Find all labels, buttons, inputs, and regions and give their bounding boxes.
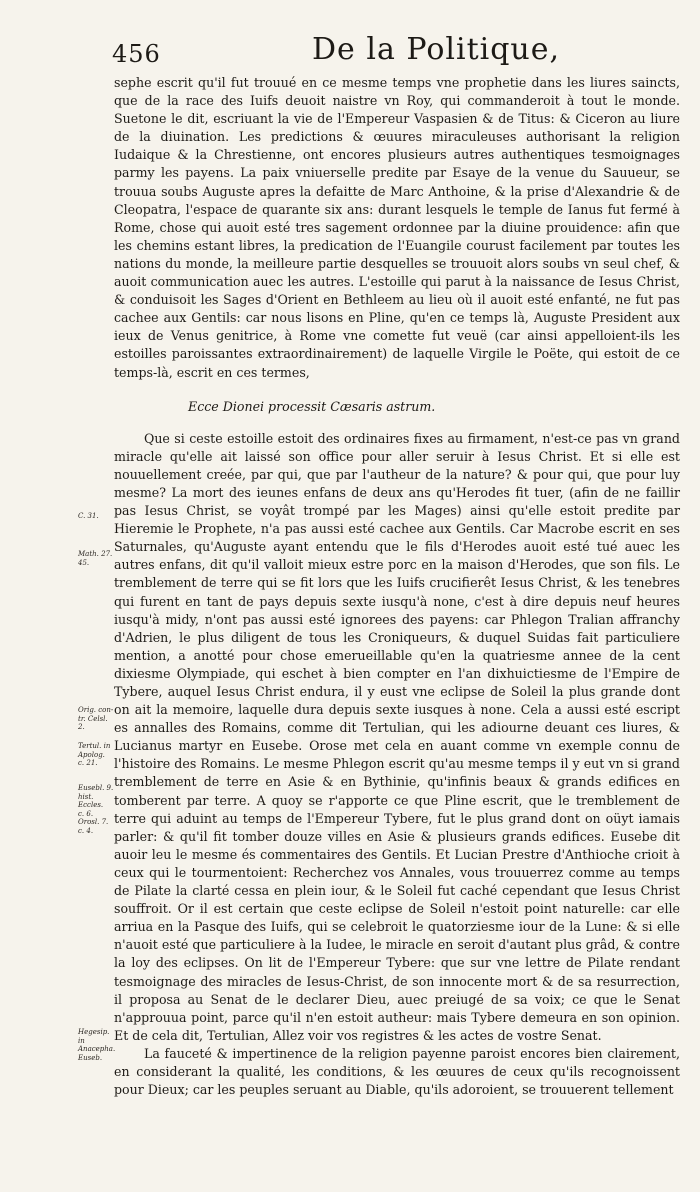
paragraph-2: Que si ceste estoille estoit des ordinaires fixes au firmament, n'est-ce pas vn grand miracle qu'elle ait laissé son office pour aller seruir à Iesus Christ. Et si elle est nouuellement creée, par qui, que par l'autheur de la nature? & pour qui, que pour luy mesme? La mort des ieunes enfans de deux ans qu'Herodes fit tuer, (afin de ne faillir pas Iesus Christ, se voyât trompé par les Mages) ainsi qu'elle estoit predite par Hieremie le Prophete, n'a pas aussi esté cachee aux Gentils. Car Macrobe escrit en ses Saturnales, qu'Auguste ayant entendu que le fils d'Herodes auoit esté tué auec les autres enfans, dit qu'il valloit mieux estre porc en la maison d'Herodes, que son fils. Le tremblement de terre qui se fit lors que les Iuifs crucifierêt Iesus Christ, & les tenebres qui furent en tant de pays depuis sexte iusqu'à none, c'est à dire depuis neuf heures iusqu'à midy, n'ont pas aussi esté ignorees des payens: car Phlegon Tralian affranchy d'Adrien, le plus diligent de tous les Croniqueurs, & duquel Suidas fait particuliere mention, a anotté pour chose emerueillable qu'en la quatriesme annee de la cent dixiesme Olympiade, qui eschet à bien compter en l'an dixhuictiesme de l'Empire de Tybere, auquel Iesus Christ endura, il y eust vne eclipse de Soleil la plus grande dont on ait la memoire, laquelle dura depuis sexte iusques à none. Cela a aussi esté escript es annalles des Romains, comme dit Tertulian, qui les adiourne deuant ces liures, & Lucianus martyr en Eusebe. Orose met cela en auant comme vn exemple connu de l'histoire des Romains. Le mesme Phlegon escrit qu'au mesme temps il y eut vn si grand tremblement de terre en Asie & en Bythinie, qu'infinis beaux & grands edifices en tomberent par terre. A quoy se r'apporte ce que Pline escrit, que le tremblement de terre qui aduint au temps de l'Empereur Tybere, fut le plus grand dont on oüyt iamais parler: & qu'il fit tomber douze villes en Asie & plusieurs grands edifices. Eusebe dit auoir leu le mesme és commentaires des Gentils. Et Lucian Prestre d'Anthioche crioit à ceux qui le tourmentoient: Recherchez vos Annales, vous trouuerrez comme au temps de Pilate la clarté cessa en plein iour, & le Soleil fut caché cependant que Iesus Christ souffroit. Or il est certain que ceste eclipse de Soleil n'estoit point naturelle: car elle arriua en la Pasque des Iuifs, qui se celebroit le quatorziesme iour de la Lune: & si elle n'auoit esté que particuliere à la Iudee, le miracle en seroit d'autant plus grâd, & contre la loy des eclipses. On lit de l'Empereur Tybere: que sur vne lettre de Pilate rendant tesmoignage des miracles de Iesus-Christ, de son innocente mort & de sa resurrection, il proposa au Senat de le declarer Dieu, auec preiugé de sa voix; ce que le Senat n'approuua point, parce qu'il n'en estoit autheur: mais Tybere demeura en son opinion. Et de cela dit, Tertulian, Allez voir vos registres & les actes de vostre Senat. bbox=[114, 430, 680, 1043]
margin-note: Eusebl. 9. hist. Eccles. c. 6. bbox=[78, 784, 114, 818]
main-text-block bbox=[114, 74, 680, 1099]
page-header bbox=[112, 28, 672, 72]
margin-note: C. 31. bbox=[78, 512, 99, 520]
margin-note: Orig. con- tr. Celsl. 2. bbox=[78, 706, 114, 731]
paragraph-3: La fauceté & impertinence de la religion payenne paroist encores bien clairement, en considerant la qualité, les conditions, & les œuures de ceux qu'ils recognoissent pour Dieux; car les peuples seruant au Diable, qu'ils adoroient, se trouuerent tellement bbox=[114, 1045, 680, 1098]
paragraph-1: sephe escrit qu'il fut trouué en ce mesme temps vne prophetie dans les liures saincts, que de la race des Iuifs deuoit naistre vn Roy, qui commanderoit à tout le monde. Suetone le dit, escriuant la vie de l'Empereur Vaspasien & de Titus: & Ciceron au liure de la diuination. Les predictions & œuures miraculeuses authorisant la religion Iudaique & la Chrestienne, ont encores plusieurs autres authentiques tesmoignages parmy les payens. La paix vniuerselle predite par Esaye de la venue du Sauueur, se trouua soubs Auguste apres la defaitte de Marc Anthoine, & la prise d'Alexandrie & de Cleopatra, l'espace de quarante six ans: durant lesquels le temple de Ianus fut fermé à Rome, chose qui auoit esté tres sagement ordonnee par la diuine prouidence: afin que les chemins estant libres, la predication de l'Euangile courust facilement par toutes les nations du monde, la meilleure partie desquelles se trouuoit alors soubs vn seul chef, & auoit communication auec les autres. L'estoille qui parut à la naissance de Iesus Christ, & conduisoit les Sages d'Orient en Bethleem au lieu où il auoit esté enfanté, ne fut pas cachee aux Gentils: car nous lisons en Pline, qu'en ce temps là, Auguste President aux ieux de Venus genitrice, à Rome vne comette fut veuë (car ainsi appelloient-ils les estoilles paroissantes extraordinairement) de laquelle Virgile le Poëte, qui estoit de ce temps-là, escrit en ces termes, bbox=[114, 75, 680, 380]
margin-note: Tertul. in Apolog. c. 21. bbox=[78, 742, 111, 767]
page-number: 456 bbox=[112, 40, 161, 68]
margin-note: Orosl. 7. c. 4. bbox=[78, 818, 109, 835]
latin-quote: Ecce Dionei processit Cæsaris astrum. bbox=[188, 398, 436, 414]
running-title: De la Politique, bbox=[312, 32, 561, 67]
margin-note: Math. 27. 45. bbox=[78, 550, 113, 567]
margin-note: Hegesip. in Anacepha. Euseb. bbox=[78, 1028, 116, 1062]
